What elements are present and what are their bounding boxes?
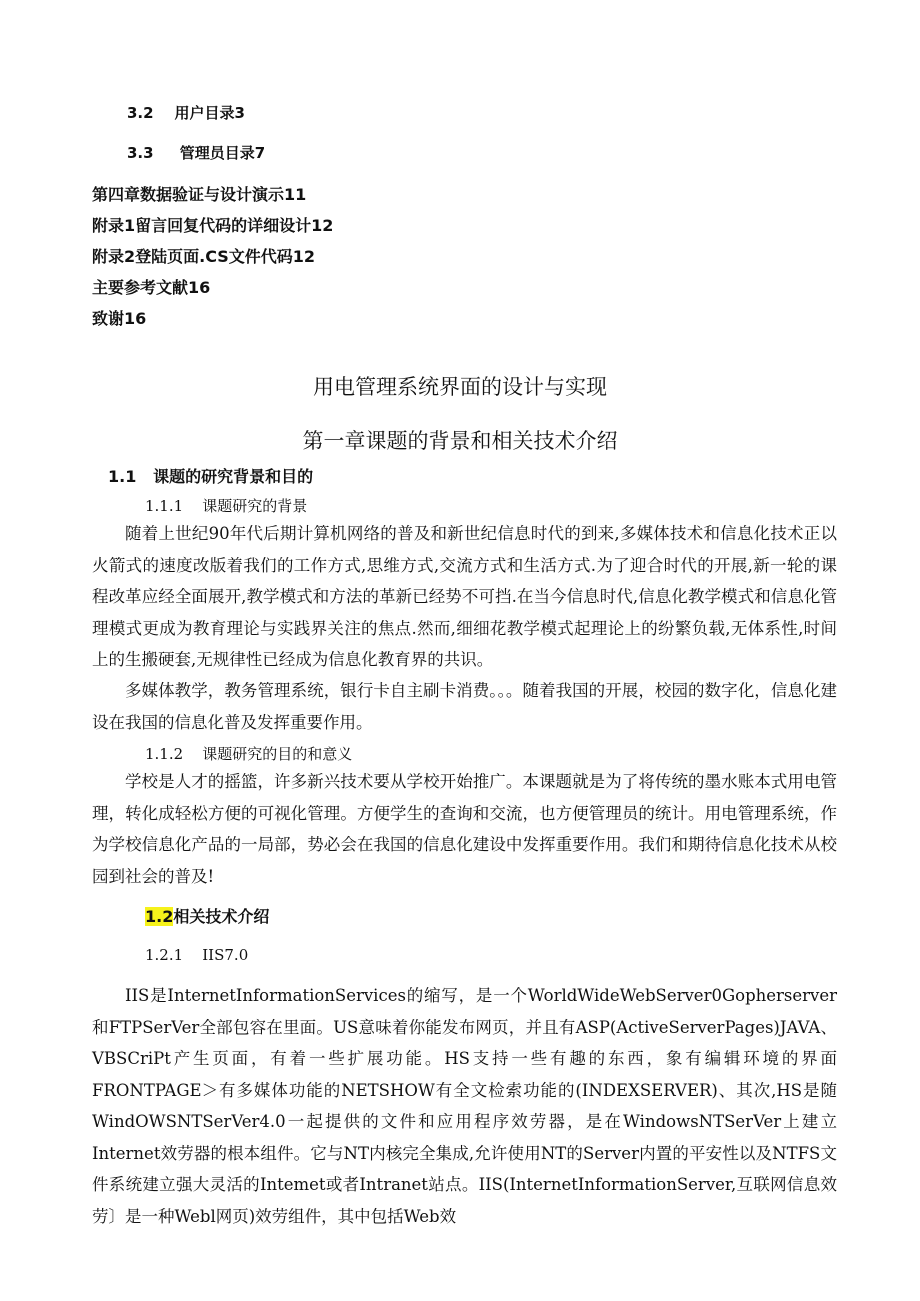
subsection-title: IIS7.0	[202, 946, 249, 964]
subsection-heading	[145, 495, 307, 516]
document-title: 用电管理系统界面的设计与实现	[313, 375, 607, 399]
subsection-number: 1.1.1	[145, 497, 184, 515]
section-number: 1.1	[108, 467, 137, 486]
paragraph: 学校是人才的摇篮，许多新兴技术要从学校开始推广。本课题就是为了将传统的墨水账本式用电管理，转化成轻松方便的可视化管理。方便学生的查询和交流，也方便管理员的统计。用电管理系统，作为学校信息化产品的一局部，势必会在我国的信息化建设中发挥重要作用。我们和期待信息化技术从校园到社会的普及!	[92, 772, 837, 886]
toc-item[interactable]: 附录2登陆页面.CS文件代码12	[92, 247, 316, 266]
toc-item[interactable]: 主要参考文献16	[92, 278, 211, 297]
toc-item-number: 3.2	[127, 104, 154, 122]
section-title: 课题的研究背景和目的	[153, 467, 314, 486]
toc-item-number: 3.3	[127, 144, 154, 162]
paragraph: 随着上世纪90年代后期计算机网络的普及和新世纪信息时代的到来,多媒体技术和信息化技术正以火箭式的速度改版着我们的工作方式,思维方式,交流方式和生活方式.为了迎合时代的开展,新一轮的课程改革应经全面展开,教学模式和方法的革新已经势不可挡.在当今信息时代,信息化教学模式和信息化管理模式更成为教育理论与实践界关注的焦点.然而,细细花教学模式起理论上的纷繁负载,无体系性,时间上的生搬硬套,无规律性已经成为信息化教育界的共识。	[92, 524, 837, 669]
section-title: 相关技术介绍	[173, 907, 270, 926]
paragraph: 多媒体教学，教务管理系统，银行卡自主刷卡消费。。。随着我国的开展，校园的数字化，信息化建设在我国的信息化普及发挥重要作用。	[92, 681, 837, 732]
paragraph: IIS是InternetInformationServices的缩写，是一个WorldWideWebServer0Gopherserver和FTPSerVer全部包容在里面。US意味着你能发布网页，并且有ASP(ActiveServerPages)JAVA、VBSCriPt产生页面，有着一些扩展功能。HS支持一些有趣的东西，象有编辑环境的界面FRONTPAGE＞有多媒体功能的NETSHOW有全文检索功能的(INDEXSERVER)、其次,HS是随WindOWSNTSerVer4.0一起提供的文件和应用程序效劳器，是在WindowsNTSerVer上建立Internet效劳器的根本组件。它与NT内核完全集成,允许使用NT的Server内置的平安性以及NTFS文件系统建立强大灵活的Intemet或者Intranet站点。IIS(InternetInformationServer,互联网信息效劳〕是一种Webl网页)效劳组件，其中包括Web效	[92, 986, 837, 1226]
subsection-title: 课题研究的目的和意义	[202, 745, 353, 763]
section-heading	[108, 464, 313, 487]
chapter-title: 第一章课题的背景和相关技术介绍	[302, 429, 618, 453]
toc-item[interactable]	[127, 102, 245, 123]
subsection-number: 1.2.1	[145, 946, 184, 964]
toc-item[interactable]: 附录1留言回复代码的详细设计12	[92, 216, 334, 235]
subsection-heading	[145, 743, 352, 764]
toc-item[interactable]: 致谢16	[92, 309, 147, 328]
toc-item-label: 用户目录3	[174, 104, 245, 122]
section-heading	[145, 904, 269, 927]
toc-item-label: 管理员目录7	[179, 144, 266, 162]
toc-item[interactable]: 第四章数据验证与设计演示11	[92, 185, 307, 204]
subsection-title: 课题研究的背景	[202, 497, 308, 515]
subsection-number: 1.1.2	[145, 745, 184, 763]
section-number: 1.2	[145, 907, 174, 926]
subsection-heading	[145, 946, 248, 964]
toc-item[interactable]	[127, 142, 265, 163]
